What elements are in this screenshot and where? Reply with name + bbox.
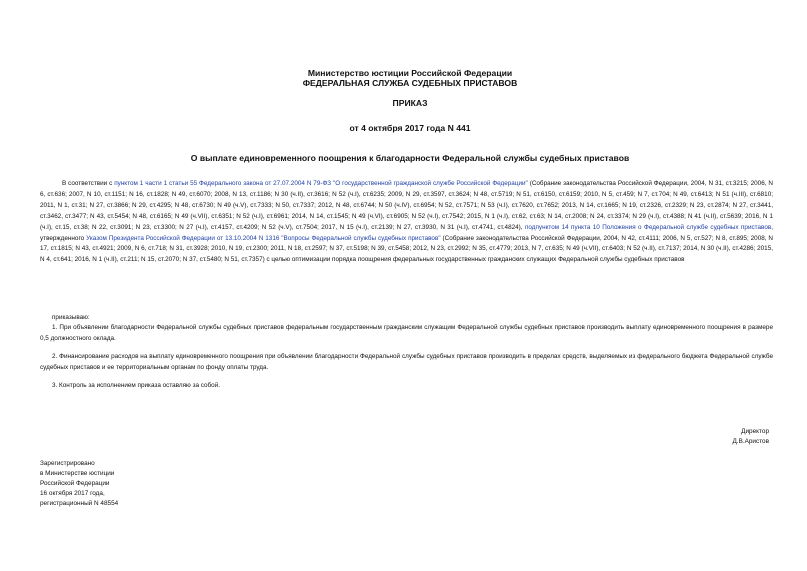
registration-line: Зарегистрировано: [40, 460, 95, 467]
preamble-text-1: В соответствии с: [62, 180, 115, 187]
order-item-text: 1. При объявлении благодарности Федеральной службы судебных приставов федеральным государственным гражданским служащим Федеральной службы судебных приставов производить выплату единовременного поощрения в размере 0,5 должностного оклада.: [40, 324, 773, 342]
order-word-text: приказываю:: [52, 314, 90, 321]
signature-block: [732, 427, 769, 447]
registration-line: Российской Федерации: [40, 480, 110, 487]
document-title: О выплате единовременного поощрения к благодарности Федеральной службы судебных приставов: [190, 153, 630, 163]
registration-line: 16 октября 2017 года,: [40, 490, 105, 497]
service-heading: ФЕДЕРАЛЬНАЯ СЛУЖБА СУДЕБНЫХ ПРИСТАВОВ: [302, 78, 518, 88]
order-item-2: [40, 352, 773, 374]
preamble: [40, 179, 773, 266]
document-type: ПРИКАЗ: [392, 98, 428, 108]
presidential-decree-link[interactable]: Указом Президента Российской Федерации от 13.10.2004 N 1316 "Вопросы Федеральной службы судебных приставов": [86, 234, 441, 242]
signature-name: Д.В.Аристов: [732, 438, 769, 445]
registration-line: регистрационный N 48554: [40, 500, 119, 507]
preamble-text-2: (Собрание законодательства Российской Федерации, 2004, N 31, ст.3215; 2006, N 6, ст.636; 2007, N 10, ст.1151; N 16, ст.1828; N 49, ст.6070; 2008, N 13, ст.1186; N 30 (ч.II), ст.3616; N 52 (ч.I), ст.6235; 2009, N 29, ст.3597, ст.3624; N 48, ст.5719; N 51, ст.6150, ст.6159; 2010, N 5, ст.459; N 7, ст.704; N 49, ст.6413; N 51 (ч.III), ст.6810; 2011, N 1, ст.31; N 27, ст.3866; N 29, ст.4295; N 48, ст.6730; N 49 (ч.V), ст.7333; N 50, ст.7337; 2012, N 48, ст.6744; N 50 (ч.IV), ст.6954; N 52, ст.7571; N 53 (ч.I), ст.7620, ст.7652; 2013, N 14, ст.1665; N 19, ст.2326, ст.2329; N 23, ст.2874; N 27, ст.3441, ст.3462, ст.3477; N 43, ст.5454; N 48, ст.6165; N 49 (ч.VII), ст.6351; N 52 (ч.I), ст.6961; 2014, N 14, ст.1545; N 49 (ч.VI), ст.6905; N 52 (ч.I), ст.7542; 2015, N 1 (ч.I), ст.62, ст.63; N 14, ст.2008; N 24, ст.3374; N 29 (ч.I), ст.4388; N 41 (ч.II), ст.5639; 2016, N 1 (ч.I), ст.15, ст.38; N 22, ст.3091; N 23, ст.3300; N 27 (ч.I), ст.4157, ст.4209; N 52 (ч.V), ст.7504; 2017, N 15 (ч.I), ст.2139; N 27, ст.3930, N 31 (ч.I), ст.4741, ст.4824),: [40, 180, 773, 231]
registration-block: [40, 459, 118, 509]
regulation-fssp-link[interactable]: подпунктом 14 пункта 10 Положения о Федеральной службе судебных приставов: [524, 223, 772, 231]
preamble-paragraph: [40, 179, 773, 266]
preamble-text-3: , утвержденного: [40, 223, 773, 242]
law-79-fz-link[interactable]: пунктом 1 части 1 статьи 55 Федерального закона от 27.07.2004 N 79-ФЗ "О государственной гражданской службе Российской Федерации": [114, 180, 528, 187]
order-item-text: 2. Финансирование расходов на выплату единовременного поощрения при объявлении благодарности Федеральной службы судебных приставов производить в пределах средств, выделяемых из федерального бюджета Федеральной службе судебных приставов и ее территориальным органам по фонду оплаты труда.: [40, 353, 773, 371]
ministry-heading: Министерство юстиции Российской Федерации: [307, 68, 513, 78]
order-item-text: 3. Контроль за исполнением приказа оставляю за собой.: [52, 382, 221, 389]
preamble-text-4: (Собрание законодательства Российской Федерации, 2004, N 42, ст.4111; 2006, N 5, ст.527; N 8, ст.895; 2008, N 17, ст.1815; N 43, ст.4921; 2009, N 6, ст.718; N 31, ст.3928; 2010, N 19, ст.2300; 2011, N 18, ст.2597; N 37, ст.5198; N 39, ст.5458; 2012, N 23, ст.2992; N 35, ст.4779; 2013, N 7, ст.635; N 49 (ч.VII), ст.6403; N 52 (ч.II), ст.7137; 2014, N 30 (ч.II), ст.4286; 2015, N 4, ст.641; 2016, N 1 (ч.II), ст.211; N 15, ст.2070; N 37, ст.5480; N 51, ст.7357) с целью оптимизации порядка поощрения федеральных государственных гражданских служащих Федеральной службы судебных приставов: [40, 234, 774, 264]
order-item-3: [40, 381, 773, 392]
signature-position: Директор: [741, 428, 769, 435]
order-item-1: [40, 323, 773, 345]
document-date-number: от 4 октября 2017 года N 441: [349, 123, 471, 133]
registration-line: в Министерстве юстиции: [40, 470, 115, 477]
